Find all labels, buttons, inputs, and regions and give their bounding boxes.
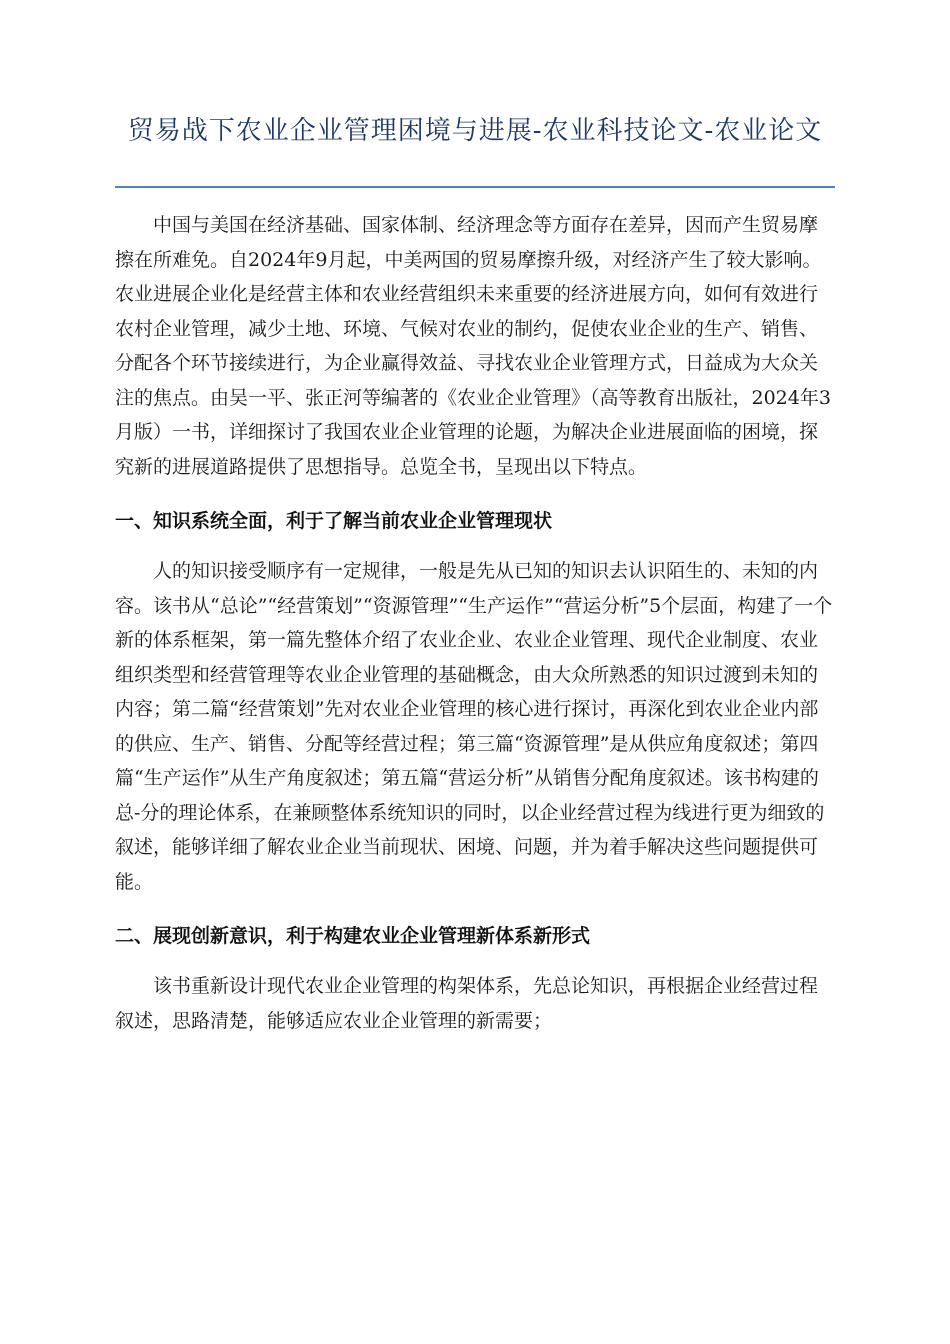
intro-paragraph: 中国与美国在经济基础、国家体制、经济理念等方面存在差异，因而产生贸易摩擦在所难免。自2024年9月起，中美两国的贸易摩擦升级，对经济产生了较大影响。农业进展企业化是经营主体和农业经营组织未来重要的经济进展方向，如何有效进行农村企业管理，减少土地、环境、气候对农业的制约，促使农业企业的生产、销售、分配各个环节接续进行，为企业赢得效益、寻找农业企业管理方式，日益成为大众关注的焦点。由吴一平、张正河等编著的《农业企业管理》（高等教育出版社，2024年3月版）一书，详细探讨了我国农业企业管理的论题，为解决企业进展面临的困境，探究新的进展道路提供了思想指导。总览全书，呈现出以下特点。 bbox=[115, 214, 831, 478]
section-heading-2: 二、展现创新意识，利于构建农业企业管理新体系新形式 bbox=[115, 925, 591, 947]
title-block bbox=[115, 112, 835, 150]
page-title: 贸易战下农业企业管理困境与进展-农业科技论文-农业论文 bbox=[127, 116, 823, 146]
section-1-paragraph: 人的知识接受顺序有一定规律，一般是先从已知的知识去认识陌生的、未知的内容。该书从“总论”“经营策划”“资源管理”“生产运作”“营运分析”5个层面，构建了一个新的体系框架，第一篇先整体介绍了农业企业、农业企业管理、现代企业制度、农业组织类型和经营管理等农业企业管理的基础概念，由大众所熟悉的知识过渡到未知的内容；第二篇“经营策划”先对农业企业管理的核心进行探讨，再深化到农业企业内部的供应、生产、销售、分配等经营过程；第三篇“资源管理”是从供应角度叙述；第四篇“生产运作”从生产角度叙述；第五篇“营运分析”从销售分配角度叙述。该书构建的总-分的理论体系，在兼顾整体系统知识的同时，以企业经营过程为线进行更为细致的叙述，能够详细了解农业企业当前现状、困境、问题，并为着手解决这些问题提供可能。 bbox=[115, 560, 833, 893]
section-2-paragraph: 该书重新设计现代农业企业管理的构架体系，先总论知识，再根据企业经营过程叙述，思路清楚，能够适应农业企业管理的新需要； bbox=[115, 975, 819, 1032]
section-heading-1: 一、知识系统全面，利于了解当前农业企业管理现状 bbox=[115, 510, 553, 532]
title-underline bbox=[115, 186, 835, 188]
document-body bbox=[115, 208, 835, 1038]
